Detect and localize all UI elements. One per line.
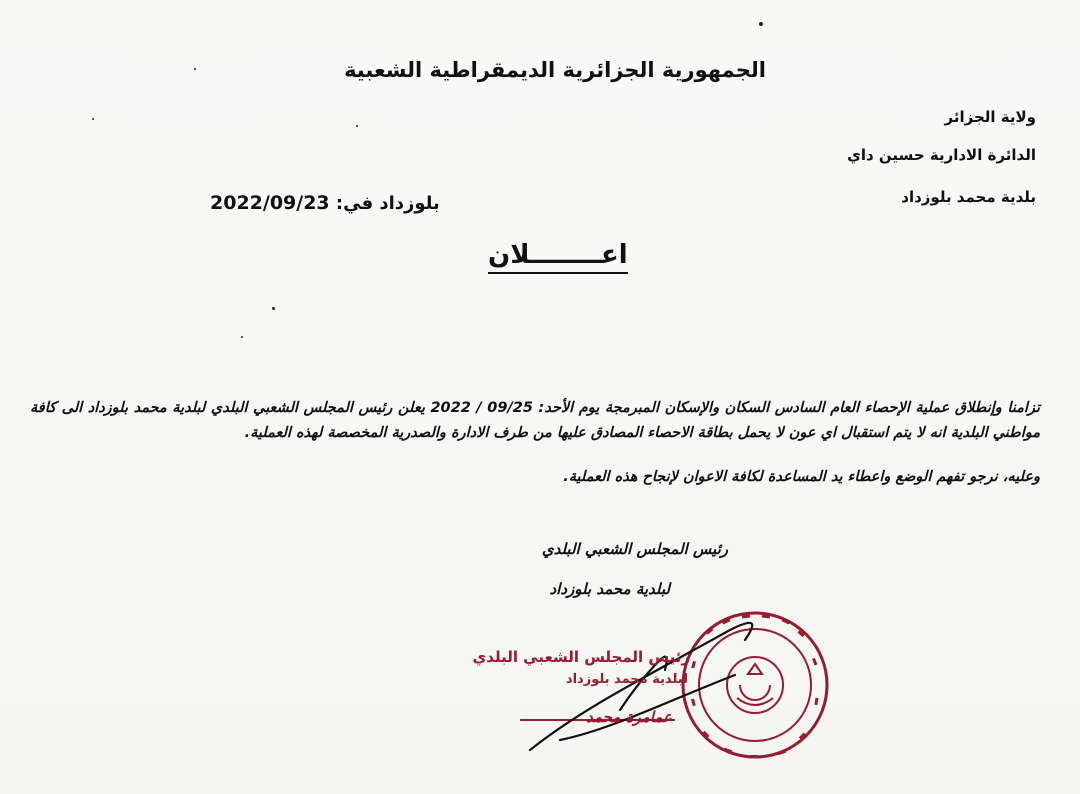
body-paragraph-2: وعليه، نرجو تفهم الوضع واعطاء يد المساعدة لكافة الاعوان لإنجاح هذه العملية. bbox=[563, 469, 1040, 485]
announcement-title: اعــــــــلان bbox=[488, 240, 628, 274]
stamp-line-1: رئيس المجلس الشعبي البلدي bbox=[472, 648, 690, 666]
scan-speck bbox=[272, 307, 275, 310]
stamp-seal-graphic bbox=[500, 590, 840, 790]
round-seal bbox=[683, 613, 827, 757]
scan-speck bbox=[194, 68, 196, 70]
wilaya-line: ولاية الجزائر bbox=[944, 108, 1036, 126]
stamp-line-2: لبلدية محمد بلوزداد bbox=[565, 672, 688, 687]
scan-speck bbox=[241, 336, 243, 338]
seal-ring-glyphs bbox=[691, 614, 819, 758]
scan-speck bbox=[92, 118, 94, 120]
dateline-place: بلوزداد في: bbox=[335, 193, 440, 214]
dateline-date: 2022/09/23 bbox=[210, 192, 330, 214]
body-paragraph-1: تزامنا وإنطلاق عملية الإحصاء العام السادس السكان والإسكان المبرمجة يوم الأحد: 09/25 / 2022 يعلن رئيس المجلس الشعبي البلدي لبلدية محمد بلوزداد الى كافة مواطني البلدية انه لا يتم استقبال اي عون لا يحمل بطاقة الاحصاء المصادق عليها من طرف الادارة والصدرية المخصصة لهذه العملية. bbox=[30, 400, 1040, 441]
scan-speck bbox=[356, 125, 358, 127]
scan-speck bbox=[759, 22, 763, 26]
daira-line: الدائرة الادارية حسين داي bbox=[847, 146, 1036, 164]
official-stamp bbox=[472, 590, 840, 790]
stamp-signer: عمامرة محمد bbox=[586, 708, 672, 726]
republic-header: الجمهورية الجزائرية الديمقراطية الشعبية bbox=[344, 58, 766, 82]
signature-commune: لبلدية محمد بلوزداد bbox=[549, 580, 670, 598]
commune-line: بلدية محمد بلوزداد bbox=[901, 188, 1036, 206]
signature-title: رئيس المجلس الشعبي البلدي bbox=[541, 540, 728, 558]
dateline bbox=[210, 192, 440, 214]
